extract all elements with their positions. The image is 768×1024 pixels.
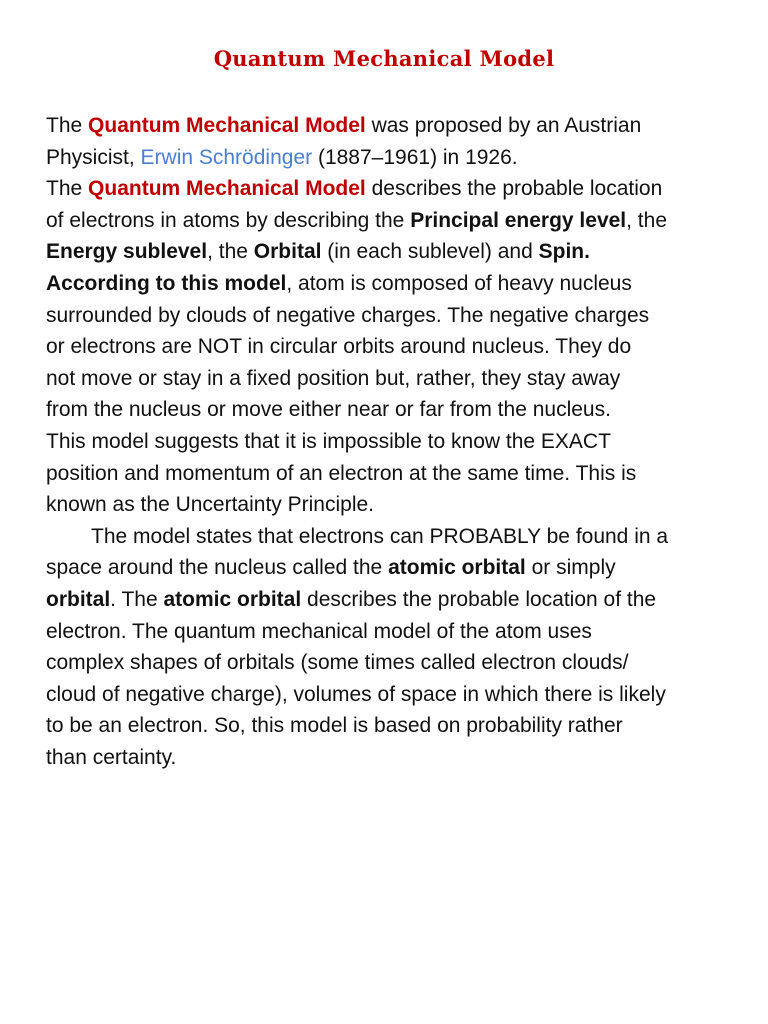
bold-term: Energy sublevel (46, 240, 208, 264)
text-line (46, 521, 736, 553)
text-run: of electrons in atoms by describing the (46, 208, 411, 232)
text-run: not move or stay in a fixed position but, rather, they stay away (46, 366, 621, 390)
bold-term: atomic orbital (163, 587, 302, 611)
text-run: from the nucleus or move either near or far from the nucleus. (46, 398, 611, 422)
text-run: electron. The quantum mechanical model of the atom uses (46, 619, 592, 643)
text-run: was proposed by an Austrian (365, 114, 642, 137)
text-run: , atom is composed of heavy nucleus (286, 271, 632, 295)
text-line (46, 205, 736, 237)
text-run: The (46, 114, 89, 137)
text-line (46, 742, 736, 774)
text-run: than certainty. (46, 745, 177, 769)
text-run: or electrons are NOT in circular orbits around nucleus. They do (46, 335, 632, 359)
bold-term: orbital (46, 587, 111, 611)
text-line (46, 489, 736, 521)
highlighted-term: Quantum Mechanical Model (88, 177, 366, 201)
text-line (46, 142, 736, 174)
text-line (46, 236, 736, 268)
text-run: position and momentum of an electron at the same time. This is (46, 461, 637, 485)
text-line (46, 331, 736, 363)
text-line (46, 584, 736, 616)
text-line (46, 300, 736, 332)
text-line (46, 552, 736, 584)
text-run: The model states that electrons can PROBABLY be found in a (91, 524, 669, 548)
text-run: to be an electron. So, this model is based on probability rather (46, 714, 623, 738)
text-run: , the (626, 208, 668, 232)
text-run: The (46, 177, 89, 201)
bold-term: Spin. (538, 240, 590, 264)
text-line (46, 710, 736, 742)
text-line (46, 679, 736, 711)
text-run: space around the nucleus called the (46, 556, 389, 580)
text-line (46, 268, 736, 300)
text-run: known as the Uncertainty Principle. (46, 493, 374, 517)
text-line (46, 394, 736, 426)
text-line (46, 616, 736, 648)
text-run: surrounded by clouds of negative charges. The negative charges (46, 303, 650, 327)
text-line (46, 426, 736, 458)
document-body (46, 110, 736, 773)
text-line (46, 173, 736, 205)
text-run: (in each sublevel) and (321, 240, 539, 264)
text-run: This model suggests that it is impossible to know the EXACT (46, 429, 611, 453)
highlighted-term: Quantum Mechanical Model (88, 114, 366, 137)
text-line (46, 363, 736, 395)
text-run: complex shapes of orbitals (some times called electron clouds/ (46, 651, 629, 675)
bold-term: According to this model (46, 271, 287, 295)
text-run: (1887–1961) in 1926. (312, 145, 518, 169)
text-run: . The (110, 587, 164, 611)
text-line (46, 458, 736, 490)
text-run: describes the probable location (365, 177, 663, 201)
text-line (46, 647, 736, 679)
bold-term: atomic orbital (388, 556, 526, 580)
text-run: Physicist, (46, 145, 141, 169)
text-run: or simply (525, 556, 616, 580)
text-run: cloud of negative charge), volumes of space in which there is likely (46, 682, 666, 706)
person-name-link: Erwin Schrödinger (140, 145, 313, 169)
bold-term: Principal energy level (410, 208, 627, 232)
text-run: , the (207, 240, 254, 264)
bold-term: Orbital (253, 240, 322, 264)
text-line (46, 110, 736, 142)
text-run: describes the probable location of the (301, 587, 657, 611)
document-title: Quantum Mechanical Model (213, 46, 555, 71)
